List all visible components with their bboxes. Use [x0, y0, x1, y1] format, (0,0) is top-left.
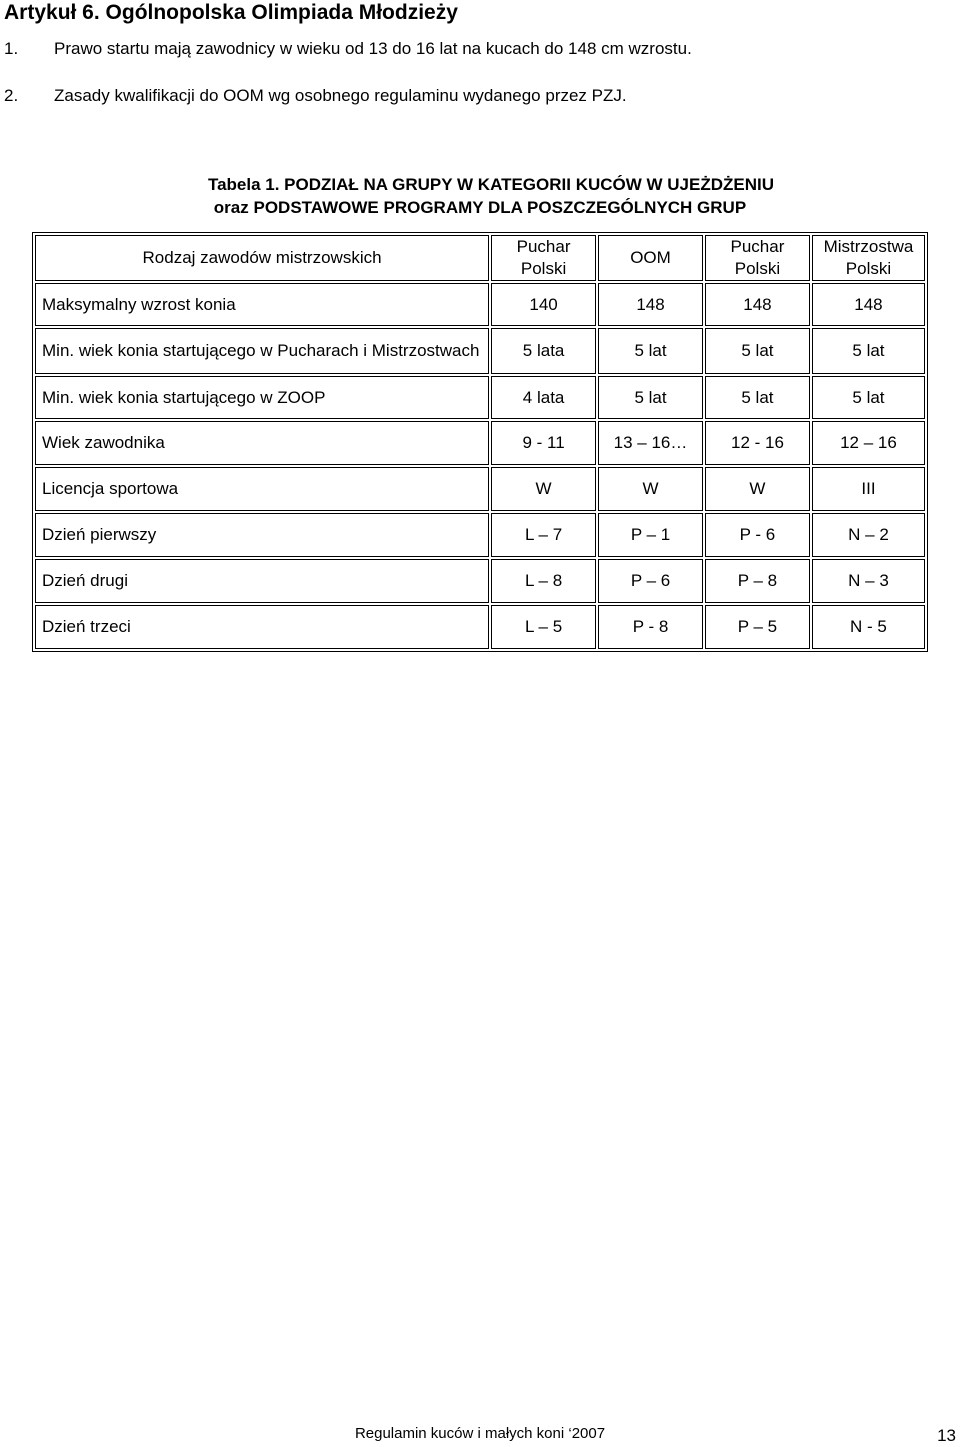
table-row: [35, 559, 925, 603]
table-row: [35, 513, 925, 557]
table-caption: [0, 173, 960, 219]
row-label: Maksymalny wzrost konia: [35, 283, 489, 326]
row-value: 148: [598, 283, 703, 326]
header-cell: [812, 235, 925, 281]
row-value: N – 3: [812, 559, 925, 603]
row-value: W: [598, 467, 703, 511]
row-label: Dzień trzeci: [35, 605, 489, 649]
row-value: P - 8: [598, 605, 703, 649]
table-caption-line1: Tabela 1. PODZIAŁ NA GRUPY W KATEGORII KUCÓW W UJEŻDŻENIU: [207, 175, 775, 194]
table-row: [35, 283, 925, 326]
row-value: N – 2: [812, 513, 925, 557]
header-cell: [705, 235, 810, 281]
row-value: W: [491, 467, 596, 511]
article-title: Artykuł 6. Ogólnopolska Olimpiada Młodzieży: [4, 1, 458, 24]
row-label: Dzień drugi: [35, 559, 489, 603]
header-line1: OOM: [630, 248, 671, 267]
row-value: L – 7: [491, 513, 596, 557]
list-item: [4, 38, 692, 60]
row-value: L – 5: [491, 605, 596, 649]
header-line1: Puchar: [730, 237, 785, 256]
table-row: [35, 421, 925, 465]
header-cell: [598, 235, 703, 281]
list-item-text: Prawo startu mają zawodnicy w wieku od 13 do 16 lat na kucach do 148 cm wzrostu.: [54, 39, 692, 58]
row-value: 5 lat: [812, 376, 925, 419]
page-number: 13: [937, 1426, 956, 1445]
row-value: P – 1: [598, 513, 703, 557]
row-value: 140: [491, 283, 596, 326]
list-item: [4, 85, 627, 107]
table-row: [35, 467, 925, 511]
row-label: Min. wiek konia startującego w Pucharach i Mistrzostwach: [35, 328, 489, 374]
table-caption-line2: oraz PODSTAWOWE PROGRAMY DLA POSZCZEGÓLNYCH GRUP: [213, 198, 747, 217]
row-value: 5 lata: [491, 328, 596, 374]
header-line1: Puchar: [516, 237, 571, 256]
row-value: 5 lat: [812, 328, 925, 374]
row-value: 9 - 11: [491, 421, 596, 465]
table-row: [35, 376, 925, 419]
row-value: 5 lat: [705, 328, 810, 374]
row-value: 5 lat: [598, 328, 703, 374]
row-value: 148: [705, 283, 810, 326]
row-label: Licencja sportowa: [35, 467, 489, 511]
table-row: [35, 328, 925, 374]
header-label: Rodzaj zawodów mistrzowskich: [142, 248, 382, 267]
list-item-text: Zasady kwalifikacji do OOM wg osobnego regulaminu wydanego przez PZJ.: [54, 86, 627, 105]
row-label: Min. wiek konia startującego w ZOOP: [35, 376, 489, 419]
header-line1: Mistrzostwa: [823, 237, 914, 256]
page-footer: Regulamin kuców i małych koni ‘2007: [354, 1425, 606, 1442]
table-row: [35, 605, 925, 649]
header-line2: Polski: [520, 259, 567, 278]
row-value: L – 8: [491, 559, 596, 603]
row-value: N - 5: [812, 605, 925, 649]
header-cell: [491, 235, 596, 281]
table-header-row: [35, 235, 925, 281]
row-value: 148: [812, 283, 925, 326]
row-value: 5 lat: [705, 376, 810, 419]
row-value: III: [812, 467, 925, 511]
list-item-number: 1.: [4, 39, 19, 58]
row-value: P – 6: [598, 559, 703, 603]
groups-table: [32, 232, 928, 652]
row-value: 13 – 16…: [598, 421, 703, 465]
list-item-number: 2.: [4, 86, 19, 105]
row-value: P – 5: [705, 605, 810, 649]
row-value: 4 lata: [491, 376, 596, 419]
header-line2: Polski: [845, 259, 892, 278]
row-value: W: [705, 467, 810, 511]
row-label: Dzień pierwszy: [35, 513, 489, 557]
header-label-cell: [35, 235, 489, 281]
row-value: P - 6: [705, 513, 810, 557]
row-label: Wiek zawodnika: [35, 421, 489, 465]
row-value: 12 – 16: [812, 421, 925, 465]
row-value: 12 - 16: [705, 421, 810, 465]
header-line2: Polski: [734, 259, 781, 278]
row-value: 5 lat: [598, 376, 703, 419]
row-value: P – 8: [705, 559, 810, 603]
